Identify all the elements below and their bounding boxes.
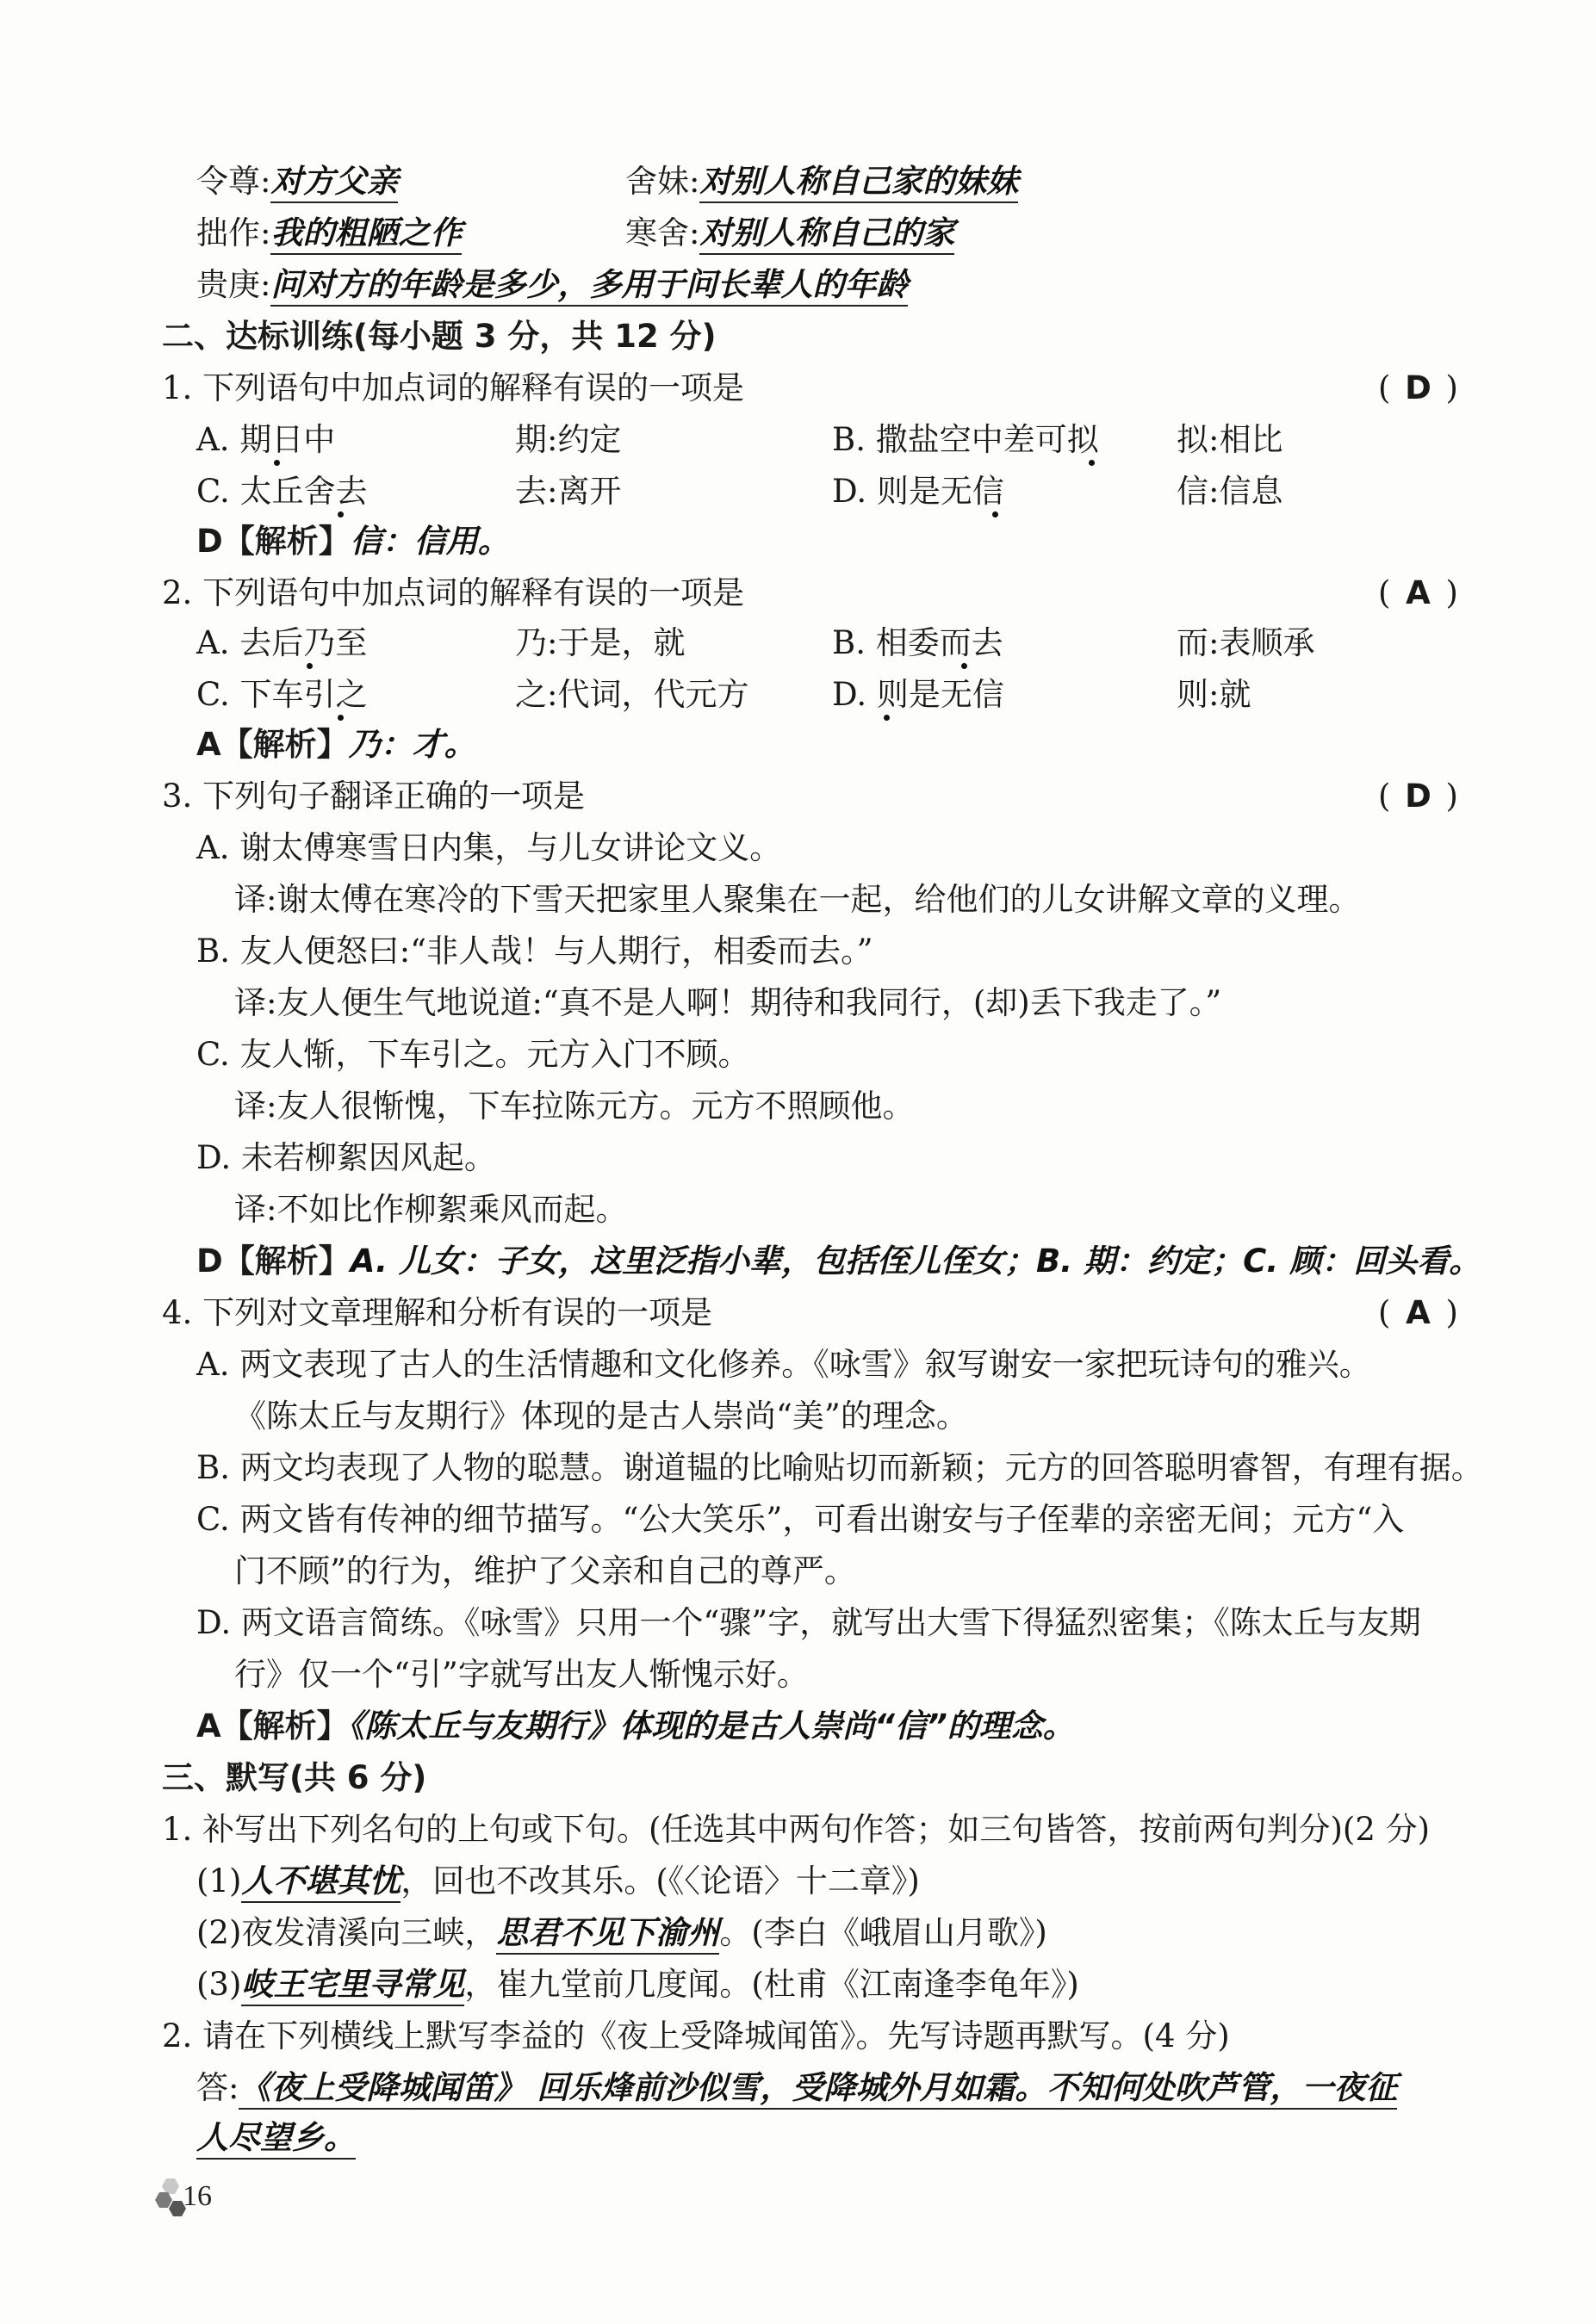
item-suffix: 。(李白《峨眉山月歌》) — [719, 1914, 1047, 1951]
item-suffix: ，回也不改其乐。(《〈论语〉十二章》) — [401, 1862, 920, 1899]
q3-answer-box: ( D ) — [1378, 775, 1458, 818]
analysis-text: 乃：才。 — [348, 726, 476, 763]
emphasis-dot — [338, 511, 344, 517]
vocab-answer: 对方父亲 — [270, 163, 398, 203]
q1-option-c: C. 太丘舍去 — [196, 473, 368, 510]
s3-q2-answer-line1 — [196, 2067, 1397, 2110]
s3-q2-stem: 2. 请在下列横线上默写李益的《夜上受降城闻笛》。先写诗题再默写。(4 分) — [162, 2017, 1230, 2054]
q3-option-a-translation: 译:谢太傅在寒冷的下雪天把家里人聚集在一起，给他们的儿女讲解文章的义理。 — [234, 881, 1361, 918]
q3-option-d: D. 未若柳絮因风起。 — [196, 1139, 496, 1176]
emphasis-dot — [992, 511, 998, 517]
q2-option-d: D. 则是无信 — [832, 676, 1004, 713]
q1-option-a-exp: 期:约定 — [515, 421, 622, 458]
vocab-row-2a — [196, 212, 462, 255]
q2-option-a: A. 去后乃至 — [196, 624, 368, 661]
fill-answer: 岐王宅里寻常见 — [241, 1966, 464, 2006]
q2-answer-box: ( A ) — [1378, 572, 1458, 615]
vocab-term: 令尊: — [196, 163, 271, 200]
s3-q2-answer-line2 — [196, 2116, 356, 2160]
vocab-term: 寒舍: — [625, 214, 700, 251]
q3-option-a: A. 谢太傅寒雪日内集，与儿女讲论文义。 — [196, 829, 782, 866]
q2-stem: 2. 下列语句中加点词的解释有误的一项是 — [162, 574, 745, 611]
q2-analysis — [196, 723, 476, 766]
analysis-label: D【解析】 — [196, 1243, 351, 1280]
analysis-label: D【解析】 — [196, 523, 351, 560]
analysis-text: 信：信用。 — [350, 523, 510, 560]
q4-option-a-line2: 《陈太丘与友期行》体现的是古人崇尚“美”的理念。 — [234, 1397, 968, 1435]
s3-q1-item-3 — [196, 1963, 1079, 2006]
q4-option-b-line1: B. 两文均表现了人物的聪慧。谢道韫的比喻贴切而新颖；元方的回答聪明睿智，有理有据。 — [196, 1449, 1483, 1486]
poem-answer: 《夜上受降城闻笛》 回乐烽前沙似雪，受降城外月如霜。不知何处吹芦管，一夜征 — [239, 2069, 1397, 2110]
analysis-label: A【解析】 — [196, 1707, 349, 1745]
q1-analysis — [196, 520, 510, 563]
fill-answer: 人不堪其忧 — [241, 1862, 401, 1903]
item-prefix: (2)夜发清溪向三峡， — [196, 1914, 497, 1951]
q2-option-b: B. 相委而去 — [832, 624, 1003, 661]
q4-analysis — [196, 1705, 1075, 1748]
vocab-answer: 对别人称自己家的妹妹 — [699, 163, 1018, 203]
emphasis-dot — [307, 663, 313, 669]
s3-q1-item-1 — [196, 1860, 920, 1903]
q3-option-d-translation: 译:不如比作柳絮乘风而起。 — [234, 1191, 628, 1228]
vocab-row-1b — [625, 160, 1018, 203]
s3-q1-item-2 — [196, 1912, 1047, 1955]
emphasis-dot — [884, 715, 890, 721]
vocab-term: 拙作: — [196, 214, 271, 251]
q3-option-c-translation: 译:友人很惭愧，下车拉陈元方。元方不照顾他。 — [234, 1088, 915, 1125]
q1-option-c-exp: 去:离开 — [515, 473, 622, 510]
item-suffix: ，崔九堂前几度闻。(杜甫《江南逢李龟年》) — [464, 1966, 1079, 2003]
q3-answer: D — [1405, 778, 1431, 815]
q4-stem: 4. 下列对文章理解和分析有误的一项是 — [162, 1294, 713, 1331]
q3-option-b-translation: 译:友人便生气地说道:“真不是人啊！期待和我同行，(却)丢下我走了。” — [234, 984, 1222, 1021]
q1-answer-box: ( D ) — [1378, 367, 1458, 410]
q3-stem: 3. 下列句子翻译正确的一项是 — [162, 778, 586, 815]
page-number: 16 — [183, 2180, 212, 2212]
item-prefix: (3) — [196, 1966, 242, 2003]
q2-option-b-exp: 而:表顺承 — [1177, 624, 1315, 661]
q4-answer: A — [1406, 1294, 1431, 1331]
emphasis-dot — [338, 715, 344, 721]
q1-stem: 1. 下列语句中加点词的解释有误的一项是 — [162, 369, 745, 406]
q2-option-a-exp: 乃:于是，就 — [515, 624, 686, 661]
vocab-answer: 我的粗陋之作 — [270, 214, 462, 255]
q3-analysis — [196, 1240, 1481, 1283]
q4-answer-box: ( A ) — [1378, 1292, 1458, 1335]
q4-option-c-line2: 门不顾”的行为，维护了父亲和自己的尊严。 — [234, 1552, 856, 1590]
q1-option-d: D. 则是无信 — [832, 473, 1004, 510]
q4-option-c-line1: C. 两文皆有传神的细节描写。“公大笑乐”，可看出谢安与子侄辈的亲密无间；元方“入 — [196, 1501, 1405, 1538]
q3-option-c: C. 友人惭，下车引之。元方入门不顾。 — [196, 1036, 750, 1073]
q1-option-b: B. 撒盐空中差可拟 — [832, 421, 1099, 458]
q2-option-c: C. 下车引之 — [196, 676, 368, 713]
vocab-answer: 问对方的年龄是多少，多用于问长辈人的年龄 — [270, 266, 908, 307]
q4-option-d-line2: 行》仅一个“引”字就写出友人惭愧示好。 — [234, 1656, 809, 1693]
q4-option-d-line1: D. 两文语言简练。《咏雪》只用一个“骤”字，就写出大雪下得猛烈密集；《陈太丘与友期 — [196, 1604, 1421, 1641]
emphasis-dot — [274, 460, 280, 466]
vocab-row-3 — [196, 263, 908, 307]
vocab-row-1a — [196, 160, 398, 203]
vocab-term: 贵庚: — [196, 266, 271, 303]
vocab-row-2b — [625, 212, 954, 255]
q3-option-b: B. 友人便怒曰:“非人哉！与人期行，相委而去。” — [196, 933, 873, 970]
answer-label: 答: — [196, 2069, 239, 2106]
q2-answer: A — [1406, 574, 1431, 611]
fill-answer: 思君不见下渝州 — [496, 1914, 719, 1955]
q2-option-d-exp: 则:就 — [1177, 676, 1251, 713]
emphasis-dot — [1089, 460, 1095, 466]
vocab-answer: 对别人称自己的家 — [699, 214, 954, 255]
emphasis-dot — [961, 663, 967, 669]
q2-option-c-exp: 之:代词，代元方 — [515, 676, 749, 713]
vocab-term: 舍妹: — [625, 163, 700, 200]
item-prefix: (1) — [196, 1862, 242, 1899]
s3-q1-stem: 1. 补写出下列名句的上句或下句。(任选其中两句作答；如三句皆答，按前两句判分)(2 分) — [162, 1811, 1431, 1848]
section-2-title: 二、达标训练(每小题 3 分，共 12 分) — [162, 318, 717, 355]
analysis-text: A. 儿女：子女，这里泛指小辈，包括侄儿侄女；B. 期：约定；C. 顾：回头看。 — [350, 1243, 1481, 1280]
poem-answer: 人尽望乡。 — [196, 2119, 356, 2160]
section-3-title: 三、默写(共 6 分) — [162, 1759, 427, 1796]
q1-answer: D — [1405, 369, 1431, 406]
q1-option-d-exp: 信:信息 — [1177, 473, 1283, 510]
q1-option-b-exp: 拟:相比 — [1177, 421, 1283, 458]
analysis-label: A【解析】 — [196, 726, 349, 763]
analysis-text: 《陈太丘与友期行》体现的是古人崇尚“信”的理念。 — [348, 1707, 1075, 1745]
q1-option-a: A. 期日中 — [196, 421, 336, 458]
q4-option-a-line1: A. 两文表现了古人的生活情趣和文化修养。《咏雪》叙写谢安一家把玩诗句的雅兴。 — [196, 1346, 1371, 1383]
